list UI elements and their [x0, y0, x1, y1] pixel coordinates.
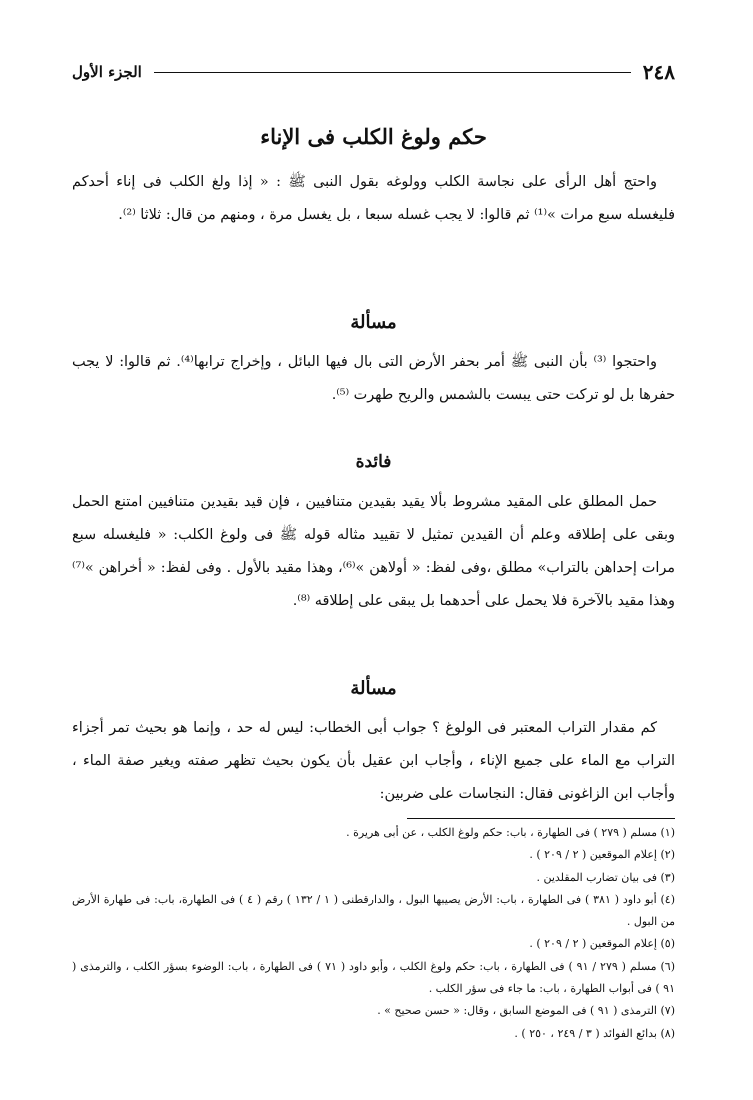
footnote-separator [407, 818, 675, 819]
section-heading-benefit: فائدة [355, 452, 392, 472]
paragraph-1: واحتج أهل الرأى على نجاسة الكلب وولوغه بقول النبى ﷺ : « إذا ولغ الكلب فى إناء أحدكم فليغسله سبع مرات »⁽¹⁾ ثم قالوا: لا يجب غسله سبعا ، بل يغسل مرة ، ومنهم من قال: ثلاثا ⁽²⁾. [72, 174, 675, 223]
section-title-dog-licking: حكم ولوغ الكلب فى الإناء [260, 124, 487, 149]
footnote: (٤) أبو داود ( ٣٨١ ) فى الطهارة ، باب: الأرض يصيبها البول ، والدارقطنى ( ١ / ١٣٢ ) رقم ( ٤ ) فى الطهارة، باب: فى طهارة الأرض من البول . [72, 892, 675, 929]
footnote: (٣) فى بيان تضارب المقلدين . [536, 870, 675, 884]
footnote: (١) مسلم ( ٢٧٩ ) فى الطهارة ، باب: حكم ولوغ الكلب ، عن أبى هريرة . [346, 826, 675, 839]
section-heading-issue-1: مسألة [350, 312, 397, 333]
section-heading-issue-2: مسألة [350, 678, 397, 699]
paragraph-2: واحتجوا ⁽³⁾ بأن النبى ﷺ أمر بحفر الأرض التى بال فيها البائل ، وإخراج ترابها⁽⁴⁾. ثم قالوا: لا يجب حفرها بل لو تركت حتى يبست بالشمس والريح طهرت ⁽⁵⁾. [72, 354, 675, 403]
footnote: (٨) بدائع الفوائد ( ٣ / ٢٤٩ ، ٢٥٠ ) . [514, 1026, 675, 1040]
footnote: (٧) الترمذى ( ٩١ ) فى الموضع السابق ، وقال: « حسن صحيح » . [377, 1004, 675, 1018]
running-header [72, 60, 675, 84]
page-number: ٢٤٨ [642, 60, 675, 84]
running-title: الجزء الأول [72, 63, 142, 81]
footnote: (٦) مسلم ( ٢٧٩ / ٩١ ) فى الطهارة ، باب: حكم ولوغ الكلب ، وأبو داود ( ٧١ ) فى الطهارة ، باب: الوضوء بسؤر الكلب ، والترمذى ( ٩١ ) فى أبواب الطهارة ، باب: ما جاء فى سؤر الكلب . [72, 959, 675, 996]
paragraph-4: كم مقدار التراب المعتبر فى الولوغ ؟ جواب أبى الخطاب: ليس له حد ، وإنما هو بحيث تمر أجزاء التراب مع الماء على جميع الإناء ، وأجاب ابن عقيل بأن يكون بحيث تظهر صفته ويغير صفة الماء ، وأجاب ابن الزاغونى فقال: النجاسات على ضربين: [72, 720, 675, 802]
footnotes-list [72, 822, 675, 1045]
paragraph-3: حمل المطلق على المقيد مشروط بألا يقيد بقيدين متنافيين ، فإن قيد بقيدين متنافيين امتنع الحمل وبقى على إطلاقه وعلم أن القيدين تمثيل لا تقييد مثاله قوله ﷺ فى ولوغ الكلب: « فليغسله سبع مرات إحداهن بالتراب» مطلق ،وفى لفظ: « أولاهن »⁽⁶⁾، وهذا مقيد بالأول . وفى لفظ: « أخراهن »⁽⁷⁾وهذا مقيد بالآخرة فلا يحمل على أحدهما بل يبقى على إطلاقه ⁽⁸⁾. [72, 494, 675, 609]
footnote: (٢) إعلام الموقعين ( ٢ / ٢٠٩ ) . [529, 848, 675, 862]
footnote: (٥) إعلام الموقعين ( ٢ / ٢٠٩ ) . [529, 937, 675, 951]
header-rule [154, 72, 631, 73]
